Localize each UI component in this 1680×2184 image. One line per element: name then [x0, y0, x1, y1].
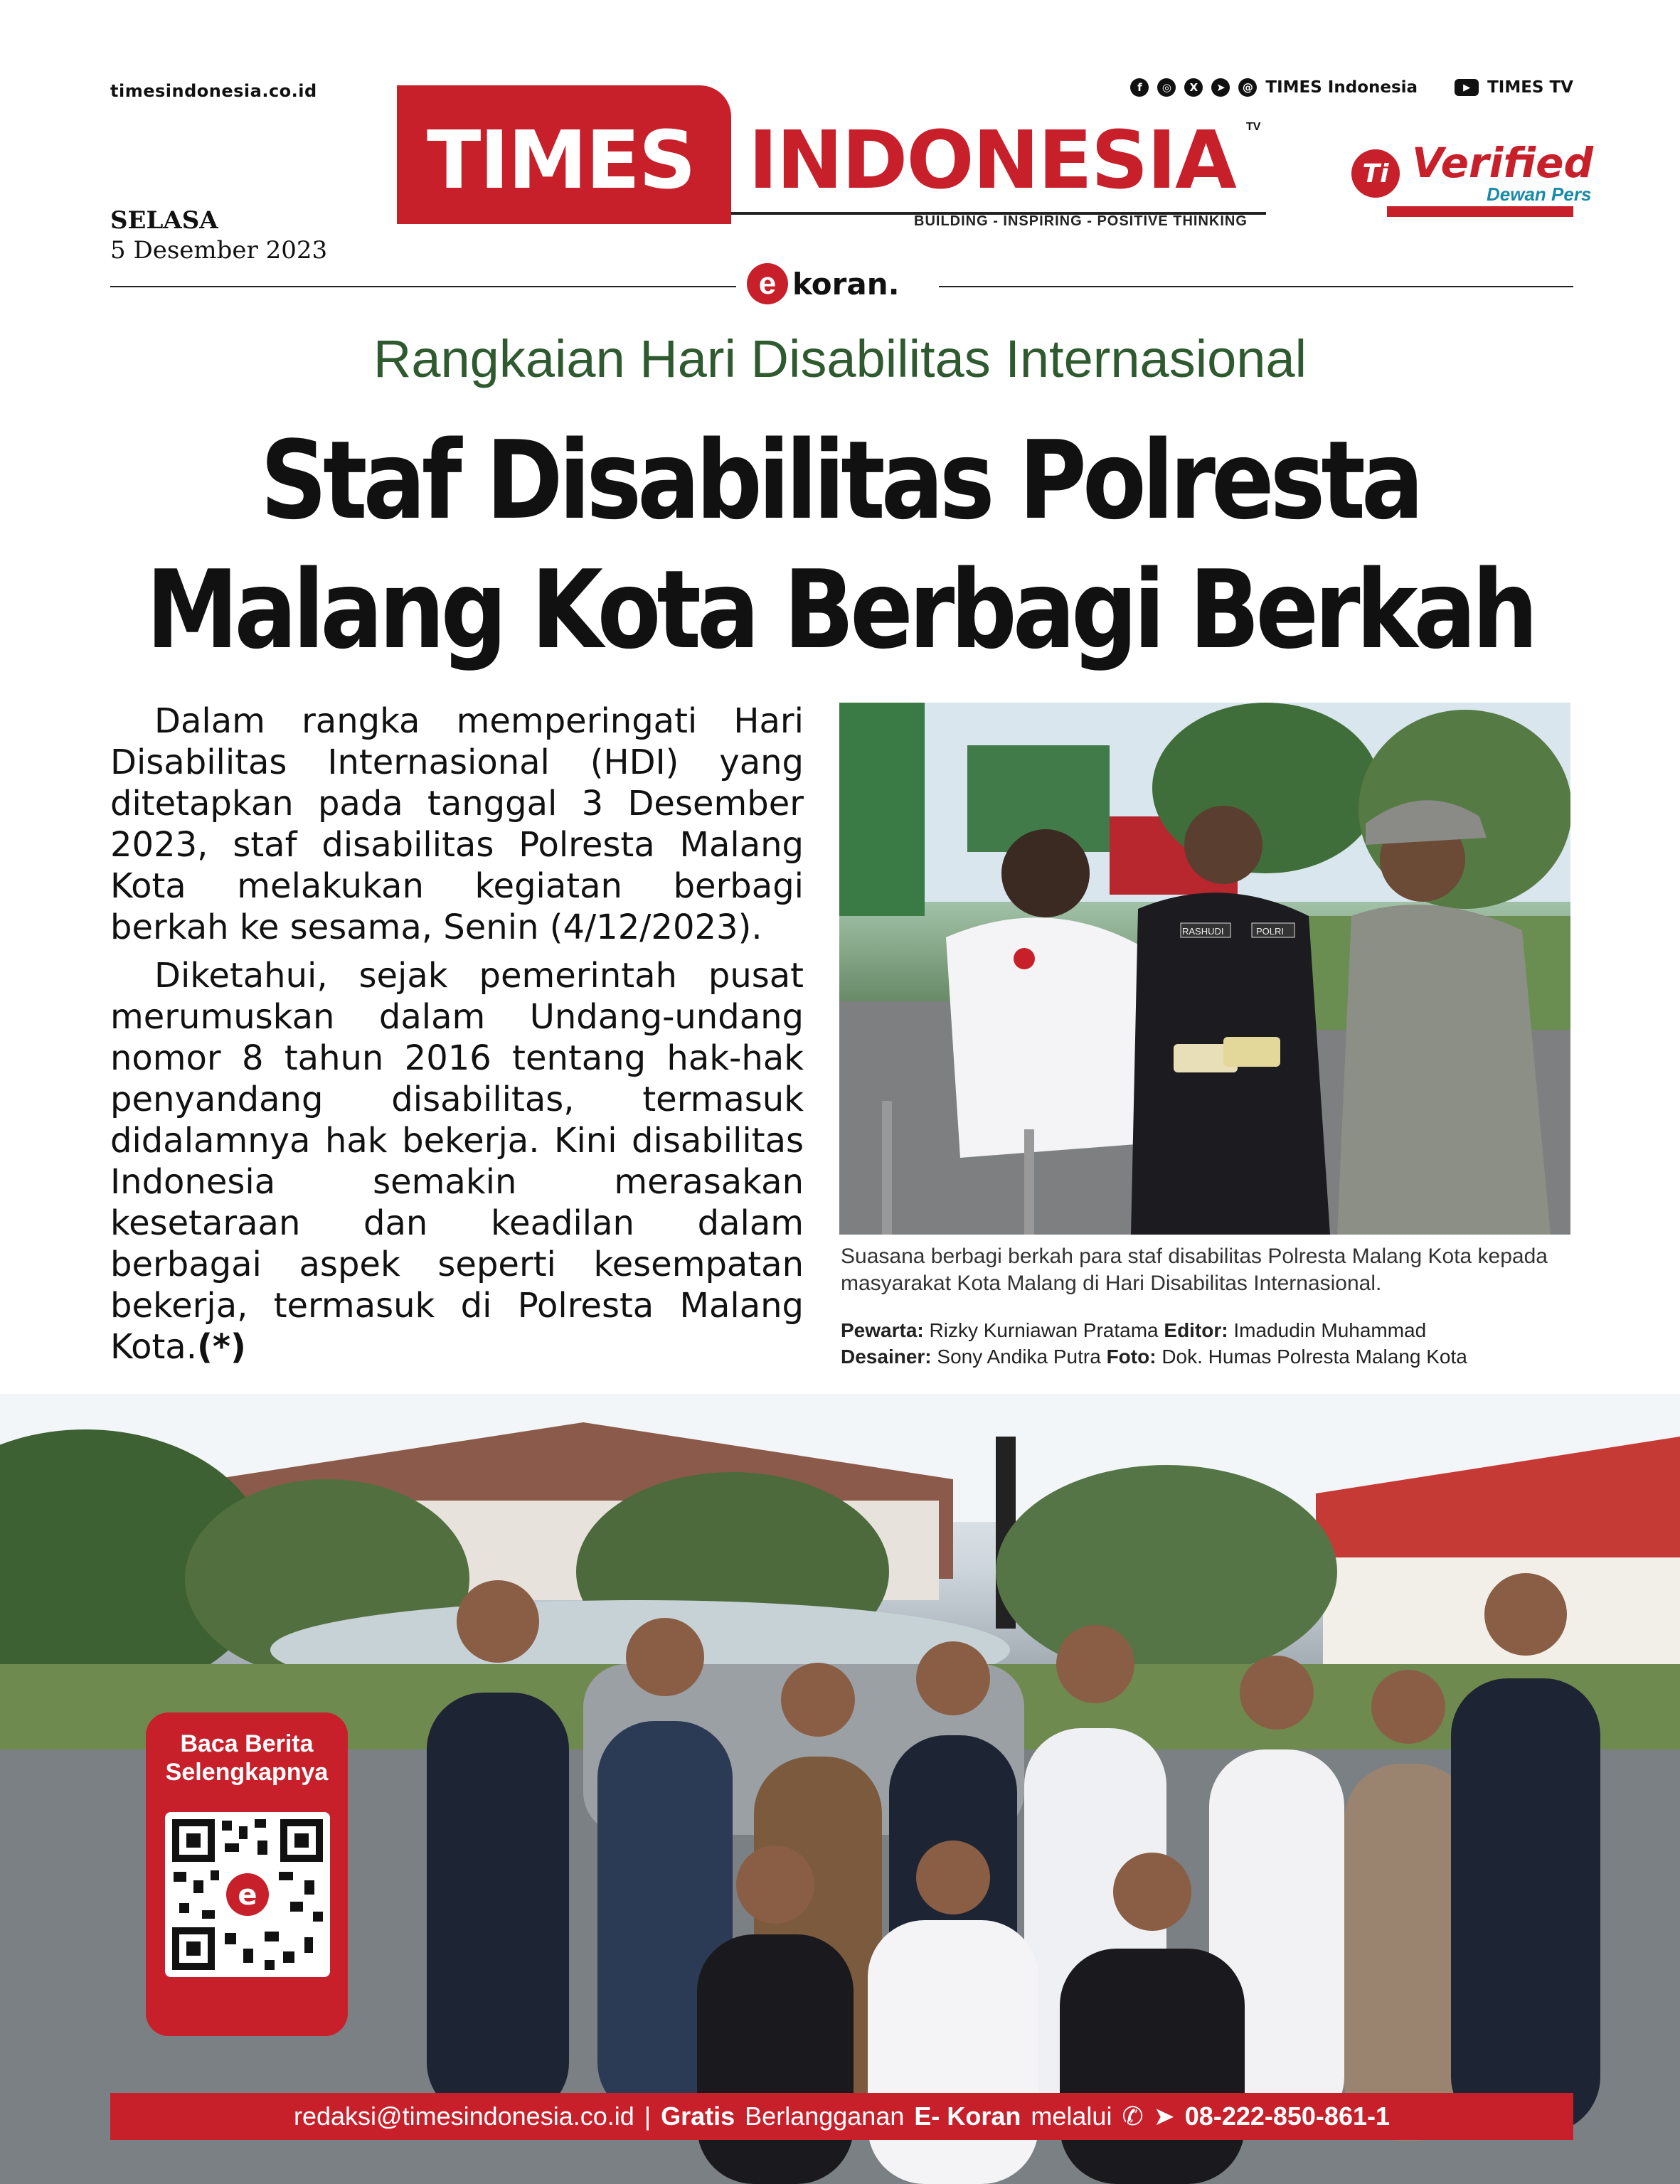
- verified-word: Verified: [1412, 139, 1593, 187]
- qr-center-letter: e: [238, 1879, 257, 1912]
- qr-title: Baca Berita Selengkapnya: [165, 1730, 329, 1786]
- article-headline: [117, 416, 1562, 675]
- header-rule-right: [939, 286, 1573, 287]
- verified-badge-icon: Ti: [1351, 149, 1400, 198]
- paragraph-2-text: Diketahui, sejak pemerintah pusat merumuskan dalam Undang-undang nomor 8 tahun 2016 tentang hak-hak penyandang disabilitas, termasuk didalamnya hak bekerja. Kini disabilitas Indonesia semakin merasakan kesetaraan dan keadilan dalam berbagai aspek seperti kesempatan bekerja, termasuk di Polresta Malang Kota.: [110, 956, 804, 1367]
- name-tag-1: RASHUDI: [1182, 926, 1224, 937]
- credits-line-2: [841, 1343, 1573, 1370]
- headline-line-1: Staf Disabilitas Polresta: [260, 417, 1420, 543]
- photo-caption: Suasana berbagi berkah para staf disabilitas Polresta Malang Kota kepada masyarakat Kota Malang di Hari Disabilitas Internasional.: [841, 1245, 1548, 1295]
- ekoran-logo: [747, 263, 900, 304]
- article-photo: [839, 703, 1570, 1235]
- paragraph-1: Dalam rangka memperingati Hari Disabilitas Internasional (HDI) yang ditetapkan pada tanggal 3 Desember 2023, staf disabilitas Polresta Malang Kota melakukan kegiatan berbagi berkah ke sesama, Senin (4/12/2023).: [110, 701, 804, 947]
- end-mark: (*): [196, 1327, 246, 1367]
- footer-ekoran: E- Koran: [914, 2102, 1021, 2131]
- site-url[interactable]: timesindonesia.co.id: [110, 81, 317, 101]
- qr-code[interactable]: [165, 1812, 330, 1977]
- youtube-icon[interactable]: ▶: [1455, 79, 1479, 96]
- foto-name: Dok. Humas Polresta Malang Kota: [1161, 1346, 1467, 1368]
- telegram-footer-icon[interactable]: ➤: [1153, 2102, 1175, 2131]
- foto-label: Foto:: [1106, 1346, 1157, 1368]
- photo-illustration: [839, 703, 1570, 1235]
- social-links: [1130, 78, 1573, 97]
- threads-icon[interactable]: @: [1238, 78, 1257, 97]
- issue-date: 5 Desember 2023: [110, 236, 328, 265]
- instagram-icon[interactable]: ◎: [1157, 78, 1176, 97]
- ekoran-e-icon: e: [747, 263, 788, 304]
- desainer-label: Desainer:: [841, 1346, 932, 1368]
- pewarta-label: Pewarta:: [841, 1319, 924, 1341]
- editor-name: Imadudin Muhammad: [1233, 1319, 1427, 1341]
- footer-melalui: melalui: [1031, 2102, 1112, 2131]
- qr-pattern: [165, 1812, 330, 1977]
- footer-email[interactable]: redaksi@timesindonesia.co.id: [293, 2102, 634, 2131]
- telegram-icon[interactable]: ➤: [1211, 78, 1230, 97]
- article-kicker: Rangkaian Hari Disabilitas Internasional: [373, 329, 1307, 388]
- header-rule-left: [110, 286, 736, 287]
- footer-gratis: Gratis: [661, 2102, 735, 2131]
- tagline: BUILDING - INSPIRING - POSITIVE THINKING: [914, 213, 1248, 229]
- footer-separator: |: [644, 2102, 652, 2131]
- article-body: [110, 701, 804, 1375]
- pewarta-name: Rizky Kurniawan Pratama: [929, 1319, 1159, 1341]
- desainer-name: Sony Andika Putra: [937, 1346, 1101, 1368]
- footer-phone[interactable]: 08-222-850-861-1: [1184, 2102, 1390, 2131]
- editor-label: Editor:: [1164, 1319, 1228, 1341]
- logo-times: TIMES: [427, 114, 695, 207]
- whatsapp-icon[interactable]: ✆: [1122, 2102, 1144, 2131]
- paragraph-2: [110, 955, 804, 1368]
- credits: [841, 1317, 1573, 1370]
- social-label: TIMES Indonesia: [1265, 78, 1418, 97]
- footer-subscribe: Berlangganan: [745, 2102, 905, 2131]
- x-icon[interactable]: X: [1184, 78, 1203, 97]
- headline-line-2: Malang Kota Berbagi Berkah: [146, 547, 1534, 673]
- ekoran-word: koran.: [792, 266, 900, 302]
- name-tag-2: POLRI: [1256, 926, 1285, 937]
- tv-label: TIMES TV: [1487, 78, 1573, 97]
- logo-tv-mark: TV: [1246, 121, 1261, 133]
- footer-text: [110, 2093, 1573, 2140]
- issue-day: SELASA: [110, 206, 218, 235]
- credits-line-1: [841, 1317, 1573, 1343]
- facebook-icon[interactable]: f: [1130, 78, 1149, 97]
- logo-indonesia: INDONESIA: [748, 114, 1235, 207]
- verified-bar: [1387, 206, 1573, 217]
- verified-sub: Dewan Pers: [1487, 183, 1592, 205]
